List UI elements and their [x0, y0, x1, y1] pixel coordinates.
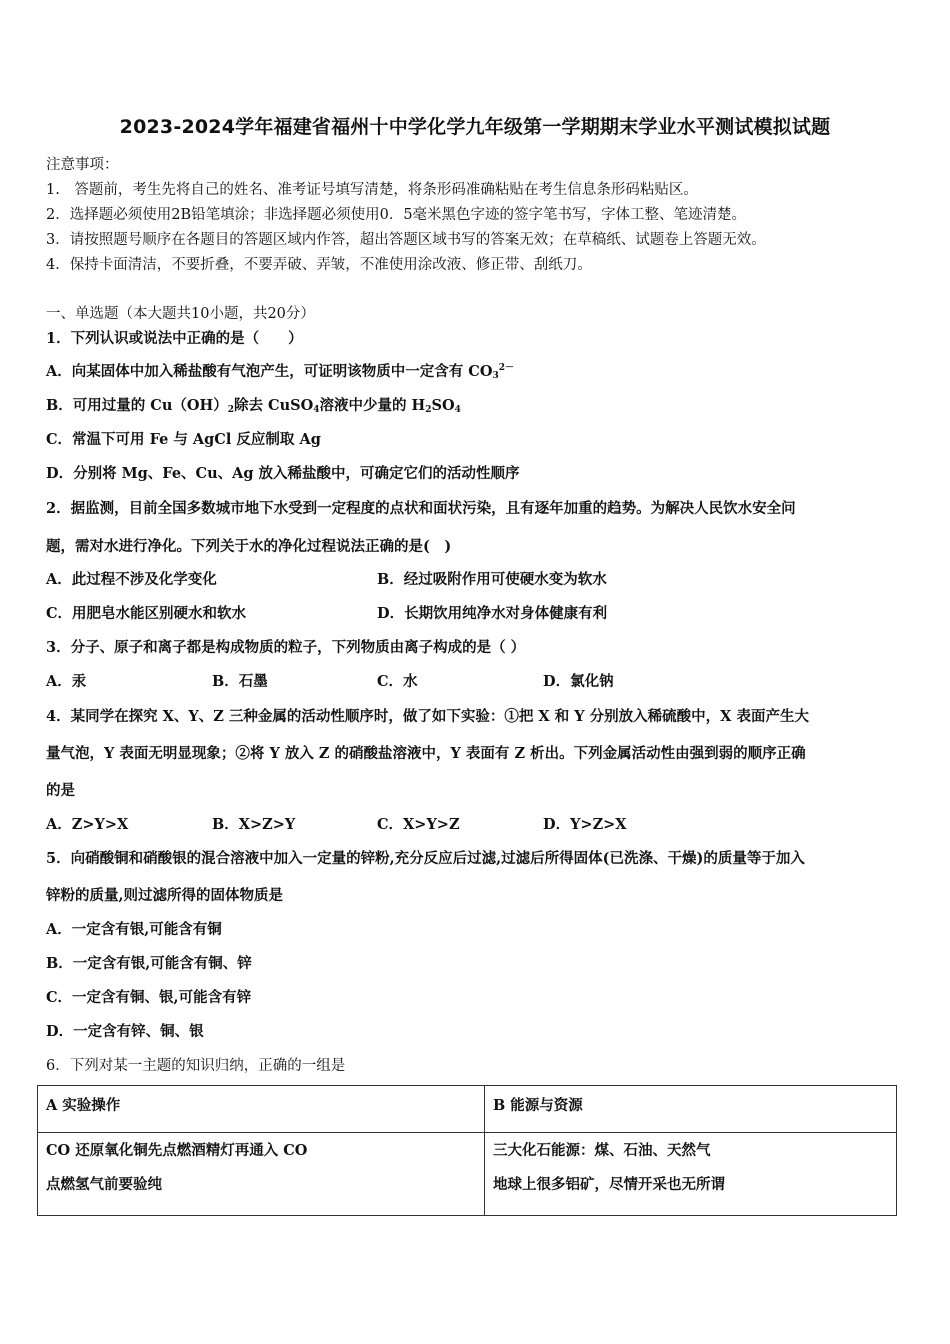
q5-option-d: D．一定含有锌、铜、银: [46, 1023, 204, 1040]
notice-item-2: 2．选择题必须使用2B铅笔填涂；非选择题必须使用0．5毫米黑色字迹的签字笔书写，字体工整、笔迹清楚。: [46, 207, 747, 223]
notice-heading: 注意事项：: [46, 157, 119, 173]
q1-option-b-pre: B．可用过量的 Cu（OH）: [46, 397, 228, 414]
q1-option-a-text: A．向某固体中加入稀盐酸有气泡产生，可证明该物质中一定含有 CO: [46, 363, 493, 380]
notice-item-3: 3．请按照题号顺序在各题目的答题区域内作答，超出答题区域书写的答案无效；在草稿纸、试题卷上答题无效。: [46, 232, 766, 248]
q4-option-c: C．X>Y>Z: [377, 816, 460, 833]
table-cell-b: [485, 1133, 897, 1216]
q4-stem-line1: 4．某同学在探究 X、Y、Z 三种金属的活动性顺序时，做了如下实验：①把 X 和 Y 分别放入稀硫酸中，X 表面产生大: [46, 708, 809, 725]
cell-a-line-2: 点燃氢气前要验纯: [46, 1176, 162, 1193]
q1-option-b-mid2: 溶液中少量的 H: [319, 397, 426, 414]
q5-option-a: A．一定含有银,可能含有铜: [46, 921, 222, 938]
exam-title: 2023-2024学年福建省福州十中学化学九年级第一学期期末学业水平测试模拟试题: [119, 116, 831, 138]
q1-option-a-sub: 3: [492, 371, 499, 381]
q1-option-b-sub3: 2: [425, 405, 432, 415]
q1-stem: 1．下列认识或说法中正确的是（ ）: [46, 330, 303, 347]
cell-a-line-1: CO 还原氧化铜先点燃酒精灯再通入 CO: [46, 1142, 308, 1159]
q6-knowledge-table: [37, 1085, 897, 1216]
q1-option-b-mid: 除去 CuSO: [233, 397, 314, 414]
q3-option-b: B．石墨: [212, 673, 268, 690]
q1-option-a-sup: 2－: [498, 363, 514, 373]
q5-stem-line1: 5．向硝酸铜和硝酸银的混合溶液中加入一定量的锌粉,充分反应后过滤,过滤后所得固体(已洗涤、干燥)的质量等于加入: [46, 850, 805, 867]
q5-option-b: B．一定含有银,可能含有铜、锌: [46, 955, 252, 972]
table-header-b: B 能源与资源: [485, 1086, 897, 1133]
q3-option-c: C．水: [377, 673, 418, 690]
cell-b-line-2: 地球上很多铝矿，尽情开采也无所谓: [493, 1176, 725, 1193]
section-heading: 一、单选题（本大题共10小题，共20分）: [46, 306, 315, 322]
q3-option-a: A．汞: [46, 673, 87, 690]
q3-stem: 3．分子、原子和离子都是构成物质的粒子，下列物质由离子构成的是（ ）: [46, 639, 526, 656]
q1-option-b-mid3: SO: [431, 397, 455, 414]
q4-stem-line2: 量气泡，Y 表面无明显现象；②将 Y 放入 Z 的硝酸盐溶液中，Y 表面有 Z 析出。下列金属活动性由强到弱的顺序正确: [46, 745, 806, 762]
table-header-row: [38, 1086, 897, 1133]
q1-option-b: [46, 394, 461, 415]
q4-stem-line3: 的是: [46, 782, 75, 799]
notice-item-1: 1. 答题前，考生先将自己的姓名、准考证号填写清楚，将条形码准确粘贴在考生信息条形码粘贴区。: [46, 182, 698, 198]
q4-option-d: D．Y>Z>X: [543, 816, 627, 833]
q5-option-c: C．一定含有铜、银,可能含有锌: [46, 989, 252, 1006]
notice-item-4: 4．保持卡面清洁，不要折叠，不要弄破、弄皱，不准使用涂改液、修正带、刮纸刀。: [46, 257, 592, 273]
q1-option-d: D．分别将 Mg、Fe、Cu、Ag 放入稀盐酸中，可确定它们的活动性顺序: [46, 465, 520, 482]
q1-option-b-sub2: 4: [313, 405, 320, 415]
q2-stem-line1: 2．据监测，目前全国多数城市地下水受到一定程度的点状和面状污染，且有逐年加重的趋势。为解决人民饮水安全问: [46, 500, 796, 517]
q2-option-d: D．长期饮用纯净水对身体健康有利: [377, 605, 608, 622]
q2-option-a: A．此过程不涉及化学变化: [46, 571, 217, 588]
table-header-a: A 实验操作: [38, 1086, 485, 1133]
table-row: [38, 1133, 897, 1216]
q5-stem-line2: 锌粉的质量,则过滤所得的固体物质是: [46, 887, 284, 904]
q6-stem: 6．下列对某一主题的知识归纳，正确的一组是: [46, 1058, 346, 1074]
q2-stem-line2: 题，需对水进行净化。下列关于水的净化过程说法正确的是( ): [46, 538, 452, 555]
q4-option-b: B．X>Z>Y: [212, 816, 296, 833]
q2-option-b: B．经过吸附作用可使硬水变为软水: [377, 571, 607, 588]
table-cell-a: [38, 1133, 485, 1216]
q1-option-c: C．常温下可用 Fe 与 AgCl 反应制取 Ag: [46, 431, 321, 448]
q2-option-c: C．用肥皂水能区别硬水和软水: [46, 605, 247, 622]
cell-b-line-1: 三大化石能源：煤、石油、天然气: [493, 1142, 711, 1159]
q3-option-d: D．氯化钠: [543, 673, 614, 690]
q1-option-b-sub1: 2: [227, 405, 234, 415]
q1-option-a: [46, 360, 514, 381]
q1-option-b-sub4: 4: [454, 405, 461, 415]
q4-option-a: A．Z>Y>X: [46, 816, 129, 833]
